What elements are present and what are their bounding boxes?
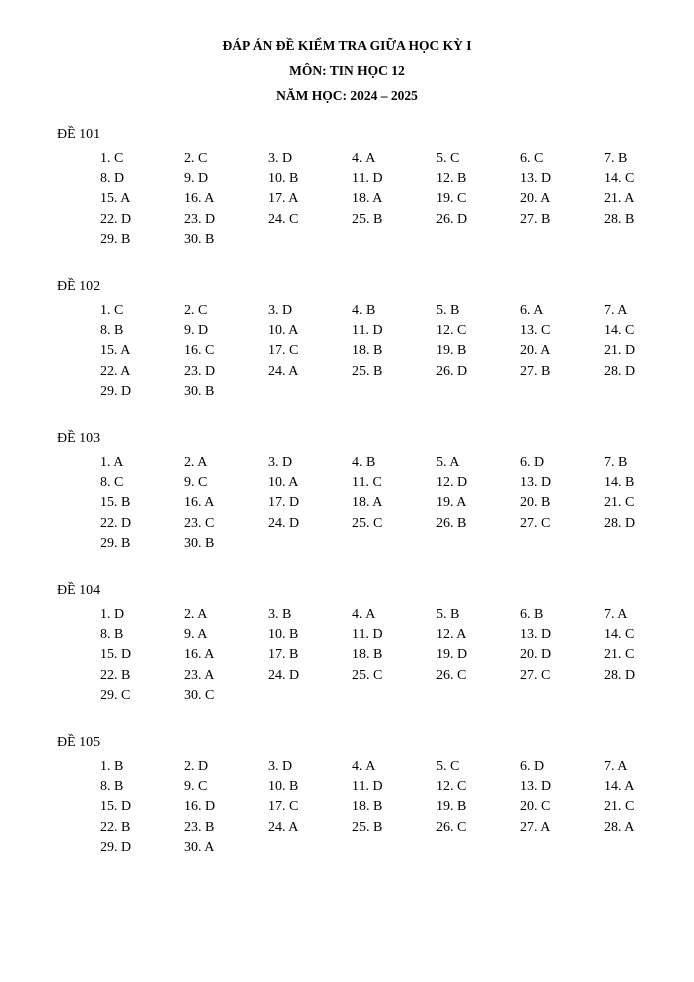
answer-item: 2. C — [184, 303, 208, 318]
exam-code-title: ĐỀ 101 — [57, 127, 101, 142]
answer-item: 14. C — [604, 627, 635, 643]
answer-row — [100, 627, 660, 647]
answer-item: 22. B — [100, 667, 131, 683]
answer-item: 21. D — [604, 343, 636, 359]
answer-item: 18. A — [352, 495, 383, 511]
answer-item: 26. B — [436, 515, 467, 531]
answer-item: 17. C — [268, 343, 299, 359]
answer-item: 8. C — [100, 475, 124, 491]
answer-item: 11. D — [352, 627, 383, 643]
answer-row — [100, 323, 660, 343]
answer-item: 12. A — [436, 627, 467, 643]
answer-item: 24. D — [268, 667, 300, 683]
answer-item: 24. C — [268, 211, 299, 227]
answer-item: 28. A — [604, 819, 635, 835]
answer-item: 19. C — [436, 191, 467, 207]
answer-item: 3. D — [268, 303, 293, 318]
answer-item: 2. A — [184, 607, 208, 622]
answer-item: 23. C — [184, 515, 215, 531]
answer-item: 10. B — [268, 779, 299, 795]
answer-item: 28. D — [604, 515, 636, 531]
answer-item: 18. A — [352, 191, 383, 207]
answer-item: 27. C — [520, 515, 551, 531]
answer-item: 21. A — [604, 191, 635, 207]
answer-row — [100, 151, 660, 171]
answer-item: 17. A — [268, 191, 299, 207]
answer-item: 30. B — [184, 535, 215, 551]
answer-item: 15. D — [100, 799, 132, 815]
answer-item: 3. D — [268, 455, 293, 470]
exam-code-title: ĐỀ 102 — [57, 279, 101, 294]
answer-item: 4. B — [352, 455, 376, 470]
answer-row — [100, 232, 660, 252]
answer-item: 14. B — [604, 475, 635, 491]
answer-item: 4. A — [352, 151, 376, 166]
answer-item: 24. D — [268, 515, 300, 531]
answer-item: 8. B — [100, 627, 124, 643]
answer-item: 8. B — [100, 779, 124, 795]
answer-item: 30. C — [184, 687, 215, 703]
answer-item: 27. A — [520, 819, 551, 835]
answer-item: 4. B — [352, 303, 376, 318]
answer-item: 12. D — [436, 475, 468, 491]
answer-item: 7. B — [604, 455, 628, 470]
answer-item: 17. B — [268, 647, 299, 663]
answer-item: 10. A — [268, 475, 299, 491]
answer-row — [100, 516, 660, 536]
answer-item: 1. D — [100, 607, 125, 622]
answer-item: 6. D — [520, 759, 545, 774]
answer-item: 1. A — [100, 455, 124, 470]
answer-item: 25. B — [352, 211, 383, 227]
answer-item: 14. C — [604, 171, 635, 187]
exam-code-title: ĐỀ 104 — [57, 583, 101, 598]
answer-row — [100, 495, 660, 515]
answer-grid — [100, 455, 660, 556]
answer-item: 7. A — [604, 759, 628, 774]
answer-item: 25. B — [352, 819, 383, 835]
answer-item: 7. A — [604, 607, 628, 622]
answer-item: 23. B — [184, 819, 215, 835]
answer-item: 7. B — [604, 151, 628, 166]
answer-item: 9. D — [184, 171, 209, 187]
answer-item: 16. C — [184, 343, 215, 359]
answer-item: 21. C — [604, 647, 635, 663]
answer-item: 6. A — [520, 303, 544, 318]
answer-item: 26. C — [436, 819, 467, 835]
answer-row — [100, 779, 660, 799]
answer-item: 25. B — [352, 363, 383, 379]
answer-row — [100, 759, 660, 779]
answer-item: 22. D — [100, 211, 132, 227]
answer-item: 5. B — [436, 607, 460, 622]
answer-item: 9. A — [184, 627, 208, 643]
answer-item: 30. A — [184, 839, 215, 855]
answer-item: 29. C — [100, 687, 131, 703]
answer-row — [100, 455, 660, 475]
answer-item: 15. A — [100, 191, 131, 207]
answer-item: 13. C — [520, 323, 551, 339]
answer-item: 12. C — [436, 779, 467, 795]
answer-item: 28. D — [604, 667, 636, 683]
answer-item: 28. D — [604, 363, 636, 379]
answer-row — [100, 668, 660, 688]
answer-grid — [100, 607, 660, 708]
answer-row — [100, 343, 660, 363]
answer-item: 14. A — [604, 779, 635, 795]
answer-item: 11. D — [352, 323, 383, 339]
answer-row — [100, 191, 660, 211]
answer-item: 2. D — [184, 759, 209, 774]
answer-row — [100, 840, 660, 860]
answer-item: 17. D — [268, 495, 300, 511]
answer-item: 11. C — [352, 475, 382, 491]
answer-row — [100, 647, 660, 667]
answer-item: 2. C — [184, 151, 208, 166]
answer-item: 4. A — [352, 759, 376, 774]
answer-row — [100, 688, 660, 708]
answer-row — [100, 212, 660, 232]
answer-item: 23. D — [184, 363, 216, 379]
answer-item: 25. C — [352, 515, 383, 531]
answer-item: 6. B — [520, 607, 544, 622]
answer-item: 5. C — [436, 151, 460, 166]
answer-item: 5. C — [436, 759, 460, 774]
answer-item: 19. B — [436, 343, 467, 359]
answer-item: 27. B — [520, 211, 551, 227]
answer-item: 21. C — [604, 799, 635, 815]
answer-item: 27. B — [520, 363, 551, 379]
answer-row — [100, 607, 660, 627]
answer-item: 27. C — [520, 667, 551, 683]
answer-item: 22. B — [100, 819, 131, 835]
answer-item: 2. A — [184, 455, 208, 470]
answer-item: 20. C — [520, 799, 551, 815]
answer-item: 21. C — [604, 495, 635, 511]
answer-item: 15. D — [100, 647, 132, 663]
answer-item: 9. D — [184, 323, 209, 339]
answer-item: 10. B — [268, 171, 299, 187]
answer-item: 13. D — [520, 779, 552, 795]
title-line-1: ĐÁP ÁN ĐỀ KIỂM TRA GIỮA HỌC KỲ I — [222, 38, 472, 53]
answer-item: 15. A — [100, 343, 131, 359]
answer-item: 23. A — [184, 667, 215, 683]
answer-item: 28. B — [604, 211, 635, 227]
answer-row — [100, 364, 660, 384]
answer-row — [100, 820, 660, 840]
answer-item: 22. D — [100, 515, 132, 531]
answer-item: 11. D — [352, 779, 383, 795]
answer-item: 13. D — [520, 627, 552, 643]
answer-item: 29. D — [100, 383, 132, 399]
answer-item: 3. B — [268, 607, 292, 622]
answer-item: 20. D — [520, 647, 552, 663]
answer-item: 5. A — [436, 455, 460, 470]
answer-row — [100, 475, 660, 495]
exam-code-title: ĐỀ 103 — [57, 431, 101, 446]
answer-item: 20. A — [520, 343, 551, 359]
answer-item: 15. B — [100, 495, 131, 511]
answer-grid — [100, 303, 660, 404]
answer-item: 1. C — [100, 151, 124, 166]
answer-item: 29. D — [100, 839, 132, 855]
answer-item: 26. C — [436, 667, 467, 683]
answer-item: 30. B — [184, 383, 215, 399]
answer-item: 29. B — [100, 535, 131, 551]
answer-item: 16. A — [184, 647, 215, 663]
answer-item: 25. C — [352, 667, 383, 683]
answer-item: 1. C — [100, 303, 124, 318]
answer-item: 26. D — [436, 363, 468, 379]
answer-row — [100, 384, 660, 404]
answer-item: 19. A — [436, 495, 467, 511]
answer-item: 16. A — [184, 191, 215, 207]
answer-item: 30. B — [184, 231, 215, 247]
answer-item: 24. A — [268, 363, 299, 379]
answer-item: 23. D — [184, 211, 216, 227]
exam-code-title: ĐỀ 105 — [57, 735, 101, 750]
answer-item: 24. A — [268, 819, 299, 835]
answer-item: 18. B — [352, 799, 383, 815]
answer-item: 12. B — [436, 171, 467, 187]
answer-row — [100, 799, 660, 819]
answer-row — [100, 536, 660, 556]
answer-grid — [100, 759, 660, 860]
answer-item: 8. D — [100, 171, 125, 187]
answer-item: 6. C — [520, 151, 544, 166]
answer-item: 9. C — [184, 779, 208, 795]
answer-item: 6. D — [520, 455, 545, 470]
answer-item: 11. D — [352, 171, 383, 187]
answer-item: 7. A — [604, 303, 628, 318]
answer-item: 3. D — [268, 151, 293, 166]
answer-item: 20. A — [520, 191, 551, 207]
answer-item: 3. D — [268, 759, 293, 774]
answer-row — [100, 303, 660, 323]
answer-item: 19. D — [436, 647, 468, 663]
answer-item: 5. B — [436, 303, 460, 318]
answer-item: 10. A — [268, 323, 299, 339]
answer-item: 18. B — [352, 343, 383, 359]
subject-line: MÔN: TIN HỌC 12 — [289, 63, 405, 78]
answer-item: 22. A — [100, 363, 131, 379]
answer-grid — [100, 151, 660, 252]
answer-item: 29. B — [100, 231, 131, 247]
answer-item: 16. A — [184, 495, 215, 511]
answer-item: 26. D — [436, 211, 468, 227]
answer-item: 10. B — [268, 627, 299, 643]
answer-item: 17. C — [268, 799, 299, 815]
answer-item: 14. C — [604, 323, 635, 339]
answer-item: 1. B — [100, 759, 124, 774]
answer-item: 13. D — [520, 171, 552, 187]
answer-item: 20. B — [520, 495, 551, 511]
school-year-line: NĂM HỌC: 2024 – 2025 — [276, 88, 418, 103]
answer-item: 18. B — [352, 647, 383, 663]
answer-item: 8. B — [100, 323, 124, 339]
answer-row — [100, 171, 660, 191]
answer-item: 12. C — [436, 323, 467, 339]
answer-item: 13. D — [520, 475, 552, 491]
answer-item: 19. B — [436, 799, 467, 815]
answer-item: 9. C — [184, 475, 208, 491]
answer-item: 16. D — [184, 799, 216, 815]
answer-item: 4. A — [352, 607, 376, 622]
